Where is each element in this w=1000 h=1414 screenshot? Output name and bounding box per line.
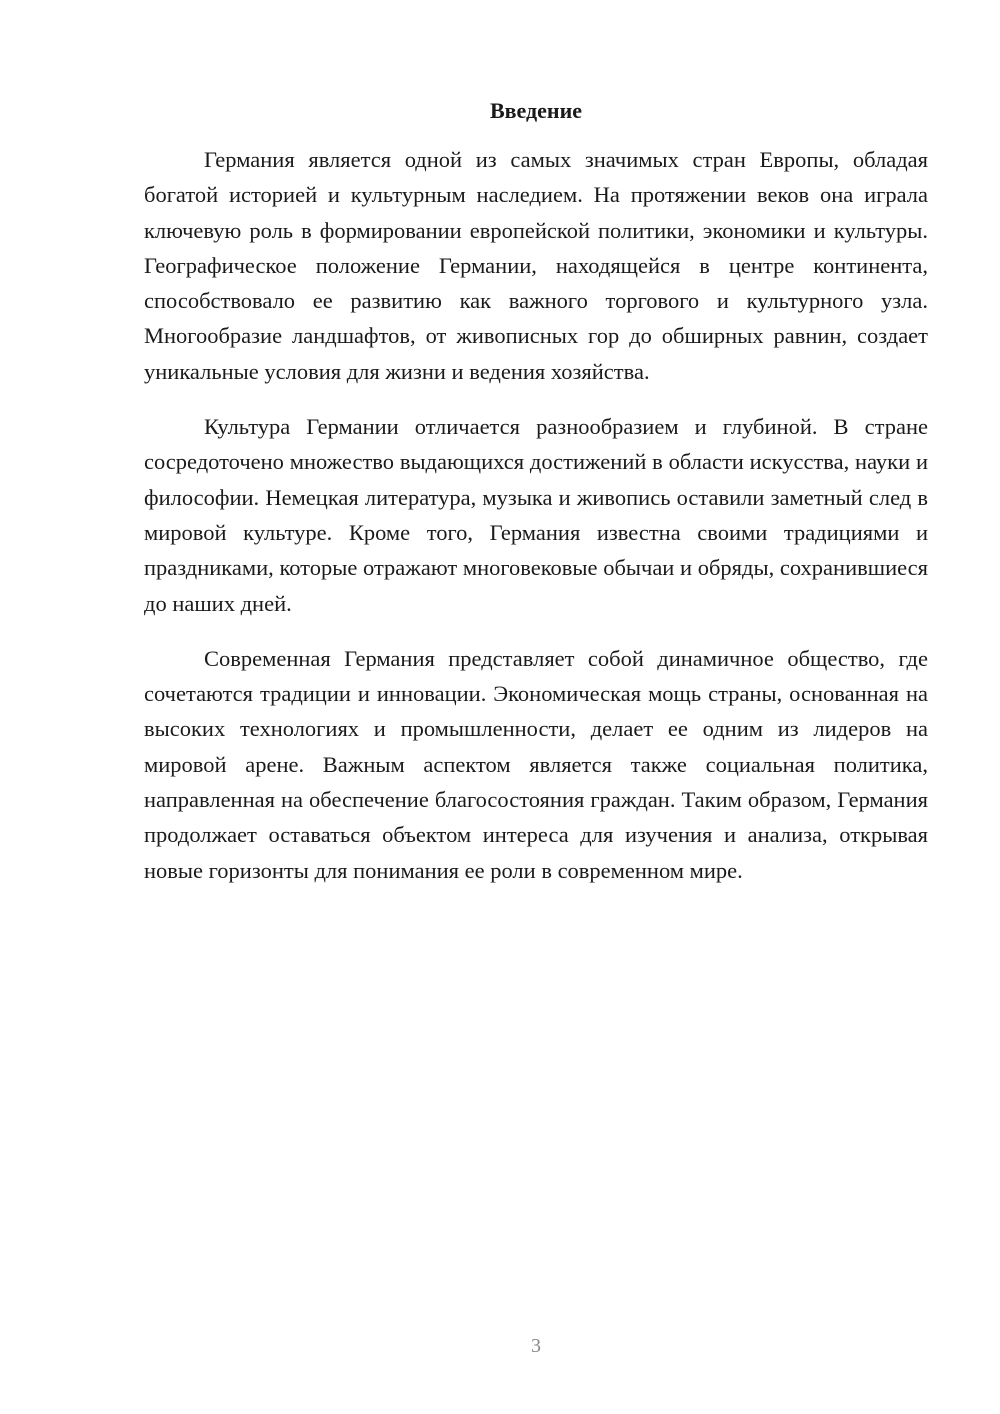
page-number: 3 (531, 1335, 541, 1357)
paragraph-2: Культура Германии отличается разнообразием и глубиной. В стране сосредоточено множество выдающихся достижений в области искусства, науки и философии. Немецкая литература, музыка и живопись оставили заметный след в мировой культуре. Кроме того, Германия известна своими традициями и праздниками, которые отражают многовековые обычаи и обряды, сохранившиеся до наших дней. (144, 414, 928, 616)
section-heading: Введение (489, 98, 583, 123)
body-text (144, 142, 928, 908)
paragraph-1: Германия является одной из самых значимых стран Европы, обладая богатой историей и культурным наследием. На протяжении веков она играла ключевую роль в формировании европейской политики, экономики и культуры. Географическое положение Германии, находящейся в центре континента, способствовало ее развитию как важного торгового и культурного узла. Многообразие ландшафтов, от живописных гор до обширных равнин, создает уникальные условия для жизни и ведения хозяйства. (144, 147, 928, 384)
paragraph-3: Современная Германия представляет собой динамичное общество, где сочетаются традиции и инновации. Экономическая мощь страны, основанная на высоких технологиях и промышленности, делает ее одним из лидеров на мировой арене. Важным аспектом является также социальная политика, направленная на обеспечение благосостояния граждан. Таким образом, Германия продолжает оставаться объектом интереса для изучения и анализа, открывая новые горизонты для понимания ее роли в современном мире. (144, 645, 928, 883)
